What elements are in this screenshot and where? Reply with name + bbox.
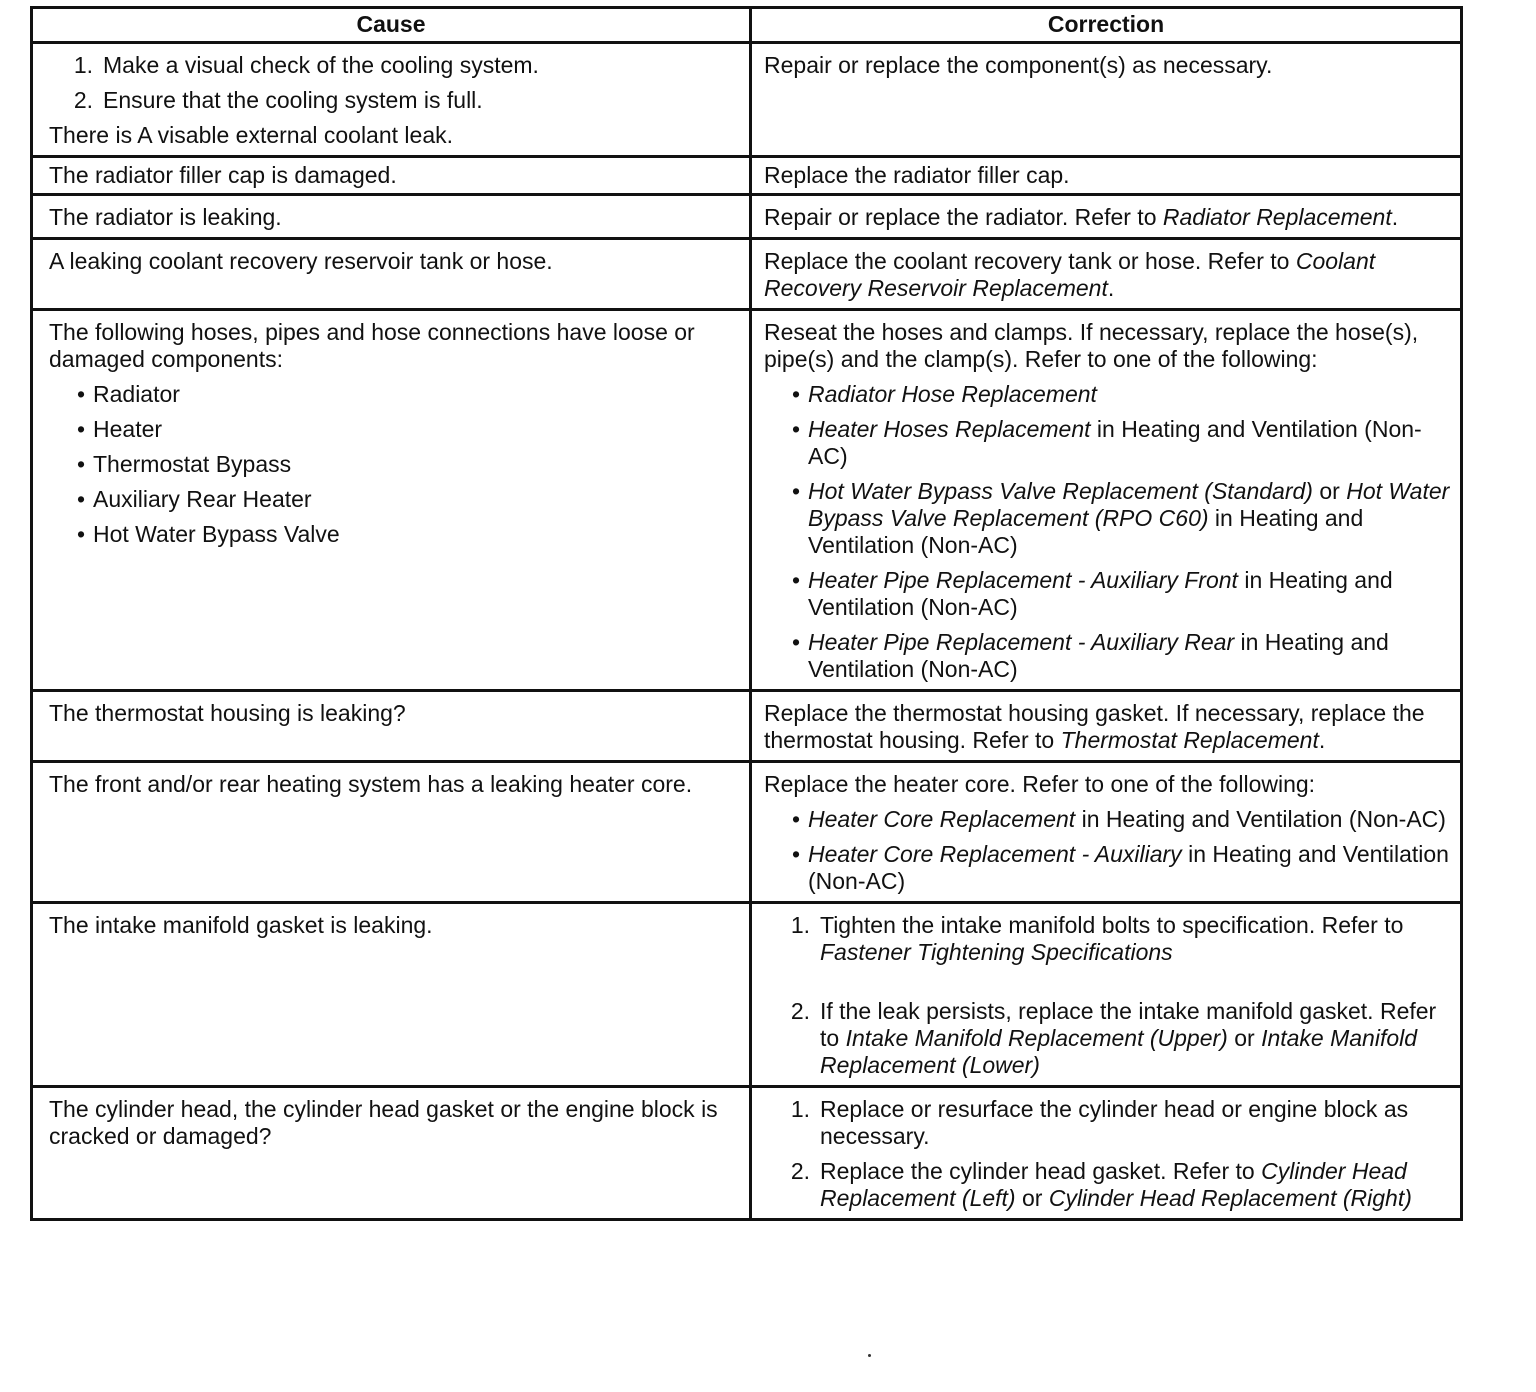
correction-text: Repair or replace the component(s) as necessary. xyxy=(764,52,1273,78)
correction-text-tail: . xyxy=(1107,275,1115,301)
procedure-reference[interactable]: Heater Core Replacement xyxy=(808,806,1076,832)
bullet-text: Hot Water Bypass Valve xyxy=(93,521,340,547)
procedure-reference[interactable]: Radiator Replacement xyxy=(1162,204,1392,230)
cause-cell xyxy=(32,157,751,195)
bullet-icon: • xyxy=(791,629,801,655)
list-item xyxy=(784,629,1452,683)
bullet-text: Radiator xyxy=(93,381,180,407)
cause-text: The following hoses, pipes and hose connections have loose or damaged components: xyxy=(49,319,695,372)
cause-cell xyxy=(32,195,751,239)
bullet-joiner-text: or xyxy=(1312,478,1347,504)
correction-cell xyxy=(751,195,1462,239)
correction-cell xyxy=(751,762,1462,903)
step-number: 2. xyxy=(790,1158,810,1184)
bullet-rest-text: in Heating and Ventilation (Non-AC) xyxy=(808,567,1393,620)
numbered-list xyxy=(764,1096,1452,1212)
cause-text: The intake manifold gasket is leaking. xyxy=(49,912,433,938)
table-row xyxy=(32,239,1462,310)
bullet-icon: • xyxy=(791,381,801,407)
list-item xyxy=(69,381,741,408)
table-header-row xyxy=(32,8,1462,43)
correction-text: Replace the radiator filler cap. xyxy=(764,162,1070,188)
list-item xyxy=(59,52,741,79)
table-row xyxy=(32,43,1462,157)
bullet-rest-text: in Heating and Ventilation (Non-AC) xyxy=(1075,806,1446,832)
step-text: Replace or resurface the cylinder head or engine block as necessary. xyxy=(820,1096,1409,1149)
correction-text: Replace the heater core. Refer to one of the following: xyxy=(764,771,1316,797)
list-item xyxy=(784,381,1452,408)
cause-text: The radiator filler cap is damaged. xyxy=(49,162,397,188)
numbered-list xyxy=(764,912,1452,1079)
cause-text: The front and/or rear heating system has a leaking heater core. xyxy=(49,771,693,797)
step-lead-text: Tighten the intake manifold bolts to specification. Refer to xyxy=(820,912,1404,938)
bullet-icon: • xyxy=(791,567,801,593)
cause-note: There is A visable external coolant leak. xyxy=(49,122,454,148)
step-number: 1. xyxy=(73,52,93,78)
bullet-rest-text: in Heating and Ventilation (Non-AC) xyxy=(808,841,1449,894)
cause-cell xyxy=(32,903,751,1087)
list-item xyxy=(784,478,1452,559)
list-spacer xyxy=(764,974,1452,998)
bullet-icon: • xyxy=(76,451,86,477)
cause-text: A leaking coolant recovery reservoir tank or hose. xyxy=(49,248,553,274)
procedure-reference[interactable]: Heater Pipe Replacement - Auxiliary Front xyxy=(808,567,1238,593)
step-text xyxy=(820,998,1452,1079)
bullet-rest-text: in Heating and Ventilation (Non-AC) xyxy=(808,629,1389,682)
correction-text-lead: Replace the coolant recovery tank or hose. Refer to xyxy=(764,248,1296,274)
correction-cell xyxy=(751,239,1462,310)
list-item xyxy=(784,841,1452,895)
correction-text-lead: Repair or replace the radiator. Refer to xyxy=(764,204,1163,230)
bullet-list xyxy=(764,381,1452,683)
correction-text xyxy=(764,204,1452,231)
list-item xyxy=(776,1158,1452,1212)
table-row xyxy=(32,691,1462,762)
correction-text-tail: . xyxy=(1391,204,1399,230)
bullet-text: Auxiliary Rear Heater xyxy=(93,486,312,512)
table-row xyxy=(32,903,1462,1087)
correction-text-lead: Replace the thermostat housing gasket. If necessary, replace the thermostat housing. Refer to xyxy=(764,700,1425,753)
list-item xyxy=(776,998,1452,1079)
bullet-text xyxy=(808,841,1452,895)
procedure-reference[interactable]: Hot Water Bypass Valve Replacement (RPO C60) xyxy=(808,478,1450,531)
procedure-reference[interactable]: Heater Pipe Replacement - Auxiliary Rear xyxy=(808,629,1235,655)
correction-cell xyxy=(751,43,1462,157)
bullet-text: Thermostat Bypass xyxy=(93,451,292,477)
table-row xyxy=(32,195,1462,239)
list-item xyxy=(69,521,741,548)
cause-text: The cylinder head, the cylinder head gasket or the engine block is cracked or damaged? xyxy=(49,1096,718,1149)
procedure-reference[interactable]: Radiator Hose Replacement xyxy=(808,381,1097,407)
list-item xyxy=(784,416,1452,470)
numbered-list xyxy=(49,52,741,114)
correction-text: Reseat the hoses and clamps. If necessary, replace the hose(s), pipe(s) and the clamp(s). Refer to one of the following: xyxy=(764,319,1419,372)
bullet-icon: • xyxy=(791,416,801,442)
list-item xyxy=(69,416,741,443)
bullet-icon: • xyxy=(791,806,801,832)
procedure-reference[interactable]: Coolant Recovery Reservoir Replacement xyxy=(764,248,1376,301)
list-item xyxy=(784,567,1452,621)
bullet-text xyxy=(808,478,1452,559)
bullet-text xyxy=(808,567,1452,621)
step-number: 2. xyxy=(73,87,93,113)
table-row xyxy=(32,1087,1462,1220)
list-item xyxy=(69,451,741,478)
bullet-icon: • xyxy=(76,521,86,547)
cause-correction-table xyxy=(30,6,1463,1221)
cause-text: The thermostat housing is leaking? xyxy=(49,700,406,726)
procedure-reference[interactable]: Fastener Tightening Specifications xyxy=(820,939,1173,965)
procedure-reference[interactable]: Cylinder Head Replacement (Right) xyxy=(1048,1185,1412,1211)
step-text: Ensure that the cooling system is full. xyxy=(103,87,483,113)
bullet-rest-text: in Heating and Ventilation (Non-AC) xyxy=(808,505,1364,558)
correction-cell xyxy=(751,691,1462,762)
list-item xyxy=(59,87,741,114)
cause-text: The radiator is leaking. xyxy=(49,204,282,230)
correction-column-header: Correction xyxy=(751,8,1462,43)
correction-text-tail: . xyxy=(1318,727,1326,753)
bullet-rest-text: in Heating and Ventilation (Non-AC) xyxy=(808,416,1422,469)
cause-cell xyxy=(32,1087,751,1220)
bullet-icon: • xyxy=(791,841,801,867)
step-text: Make a visual check of the cooling system. xyxy=(103,52,539,78)
list-item xyxy=(776,1096,1452,1150)
procedure-reference[interactable]: Heater Hoses Replacement xyxy=(808,416,1091,442)
cause-cell xyxy=(32,310,751,691)
bullet-text xyxy=(808,629,1452,683)
bullet-icon: • xyxy=(76,486,86,512)
step-joiner-text: or xyxy=(1227,1025,1262,1051)
step-text xyxy=(820,1158,1452,1212)
cause-cell xyxy=(32,762,751,903)
step-number: 1. xyxy=(790,912,810,938)
correction-text xyxy=(764,700,1452,754)
cause-correction-table-wrapper xyxy=(30,6,1460,1221)
procedure-reference[interactable]: Intake Manifold Replacement (Upper) xyxy=(845,1025,1228,1051)
cause-cell xyxy=(32,43,751,157)
list-item xyxy=(784,806,1452,833)
bullet-text xyxy=(808,416,1452,470)
bullet-icon: • xyxy=(76,381,86,407)
step-text xyxy=(820,912,1452,966)
cause-column-header: Cause xyxy=(32,8,751,43)
bullet-list xyxy=(764,806,1452,895)
list-item xyxy=(69,486,741,513)
cause-cell xyxy=(32,239,751,310)
procedure-reference[interactable]: Cylinder Head Replacement (Left) xyxy=(820,1158,1407,1211)
bullet-text: Heater xyxy=(93,416,163,442)
correction-cell xyxy=(751,903,1462,1087)
procedure-reference[interactable]: Intake Manifold Replacement (Lower) xyxy=(820,1025,1418,1078)
scan-speck xyxy=(868,1354,871,1357)
bullet-list xyxy=(49,381,741,548)
correction-cell xyxy=(751,1087,1462,1220)
procedure-reference[interactable]: Heater Core Replacement - Auxiliary xyxy=(808,841,1182,867)
step-joiner-text: or xyxy=(1015,1185,1049,1211)
step-number: 1. xyxy=(790,1096,810,1122)
table-row xyxy=(32,157,1462,195)
cause-cell xyxy=(32,691,751,762)
bullet-icon: • xyxy=(76,416,86,442)
step-lead-text: If the leak persists, replace the intake manifold gasket. Refer to xyxy=(820,998,1437,1051)
bullet-icon: • xyxy=(791,478,801,504)
table-row xyxy=(32,762,1462,903)
table-row xyxy=(32,310,1462,691)
step-lead-text: Replace the cylinder head gasket. Refer to xyxy=(820,1158,1262,1184)
correction-text xyxy=(764,248,1452,302)
list-item xyxy=(776,912,1452,966)
correction-cell xyxy=(751,310,1462,691)
procedure-reference[interactable]: Hot Water Bypass Valve Replacement (Standard) xyxy=(808,478,1313,504)
step-number: 2. xyxy=(790,998,810,1024)
correction-cell xyxy=(751,157,1462,195)
bullet-text xyxy=(808,381,1097,408)
procedure-reference[interactable]: Thermostat Replacement xyxy=(1060,727,1319,753)
bullet-text xyxy=(808,806,1446,833)
